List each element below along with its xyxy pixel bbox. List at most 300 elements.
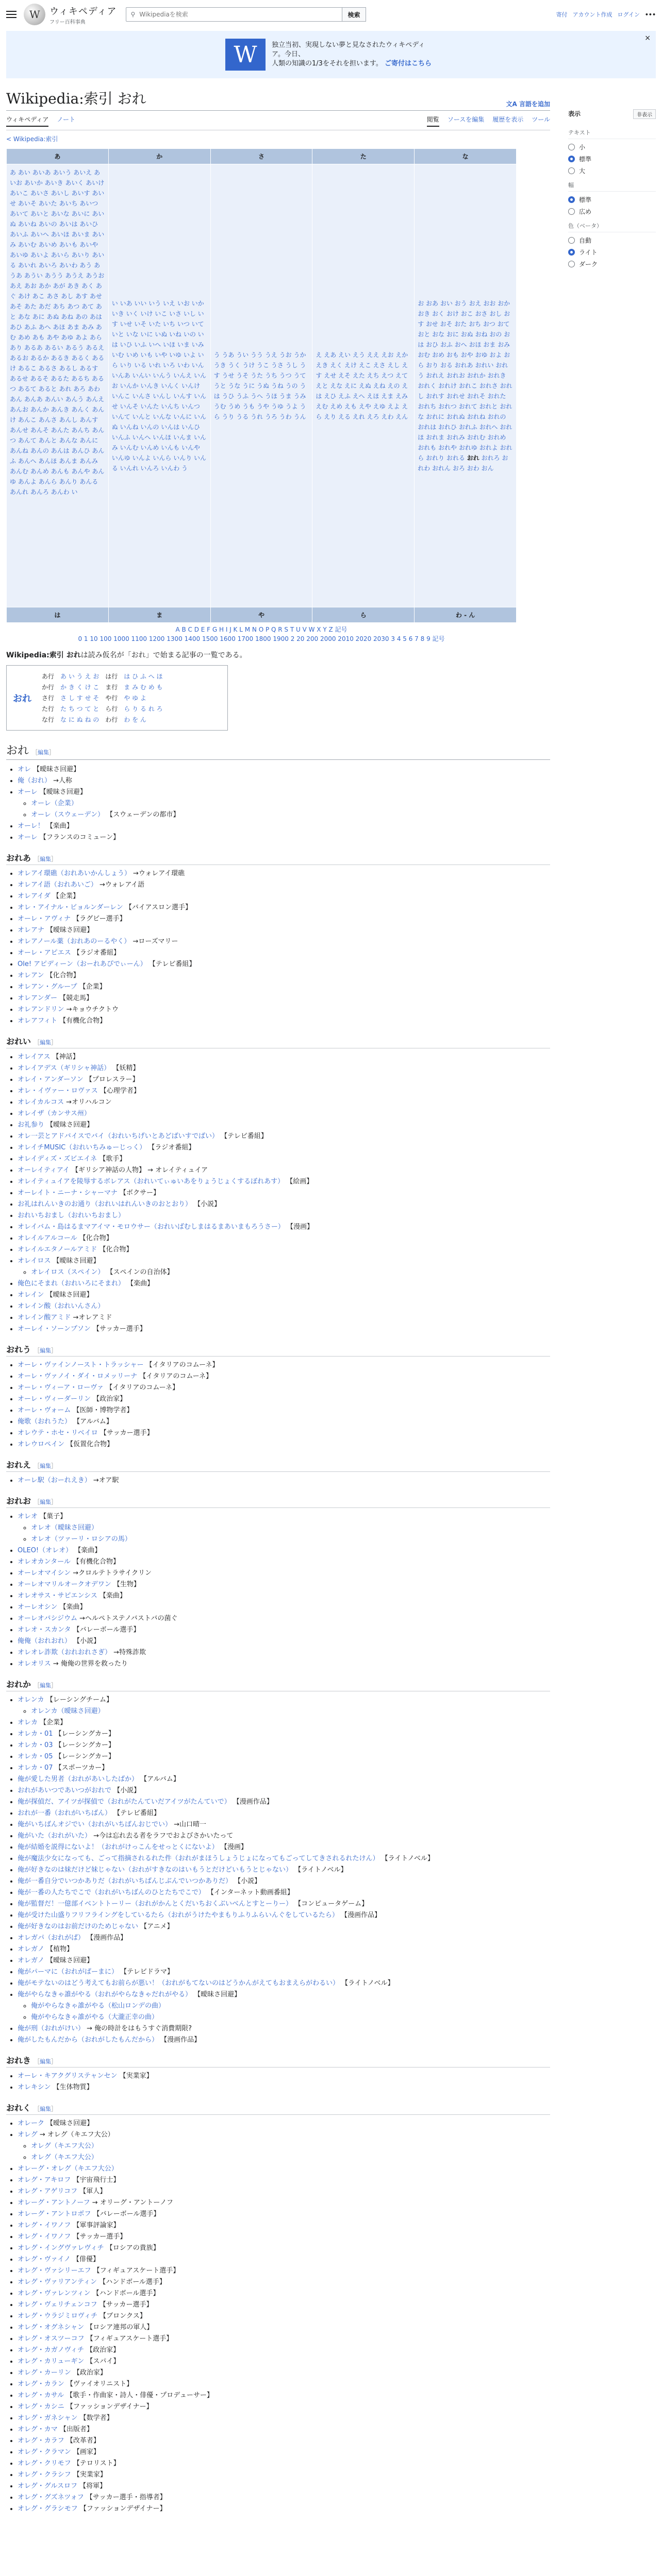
entry-link[interactable]: 俺がいた（おれがいた） xyxy=(18,1832,92,1840)
hide-button[interactable]: 非表示 xyxy=(633,109,656,119)
entry-link[interactable]: オレアノール薬（おれあのーるやく） xyxy=(18,938,131,945)
entry-link[interactable]: オレイアデス（ギリシャ神話） xyxy=(18,1064,111,1072)
entry-link[interactable]: オレグ・イワノフ xyxy=(18,2222,71,2229)
entry-item xyxy=(18,1416,550,1428)
index-header-ya[interactable]: や xyxy=(210,607,312,623)
entry-link[interactable]: OLEO!（オレオ） xyxy=(18,1547,73,1554)
section-title: おれお xyxy=(6,1496,31,1506)
entry-link[interactable]: オレオ（ツァーリ・ロシアの馬） xyxy=(31,1535,131,1543)
entry-link[interactable]: オレグ・カサル xyxy=(18,2392,64,2399)
tab-edit-source[interactable]: ソースを編集 xyxy=(447,116,485,123)
alpha-row[interactable]: A B C D E F G H I J K L M N O P Q R S T U V W X Y Z 記号 xyxy=(175,626,347,633)
entry-link[interactable]: オレ・アイナル・ビョルンダーレン xyxy=(18,904,123,911)
entry-link[interactable]: オレオレ詐欺（おれおれさぎ） xyxy=(18,1649,112,1656)
entry-link[interactable]: オレ一芸とアドバイスでバイ（おれいちげいとあどばいすでばい） xyxy=(18,1132,219,1140)
entry-link[interactable]: オレイルエタノールアミド xyxy=(18,1246,97,1253)
index-header-ka[interactable]: か xyxy=(108,149,210,164)
entry-link[interactable]: オレ・イヴァー・ロヴァス xyxy=(18,1087,98,1095)
entry-link[interactable]: オレウロペイン xyxy=(18,1440,65,1448)
entry-note: 【ラジオ番組】 xyxy=(71,949,120,957)
entry-note: 【小説】 xyxy=(232,1877,261,1885)
entry-note: 【有機化合物】 xyxy=(70,1558,120,1566)
index-header-wa[interactable]: わ - ん xyxy=(415,607,517,623)
entry-link[interactable]: オーレイティアイ xyxy=(18,1166,70,1174)
entry-link[interactable]: 俺がやらなきゃ誰がやる（大瀧正幸の曲） xyxy=(31,2013,159,2021)
entry-link[interactable]: オレンカ（曖昧さ回避） xyxy=(31,1707,105,1715)
entry-item xyxy=(18,1210,550,1222)
kana-row-label[interactable]: や行 xyxy=(105,694,118,702)
entry-link[interactable]: 俺（おれ） xyxy=(18,777,52,785)
section-edit-link[interactable]: ［ 編集 ］ xyxy=(34,1347,57,1354)
entry-link[interactable]: 俺がパーマに（おれがぱーまに） xyxy=(18,1968,119,1976)
appearance-option[interactable] xyxy=(568,194,656,206)
entry-link[interactable]: オーレ！ xyxy=(18,822,44,830)
entry-link[interactable]: オレガノ xyxy=(18,1957,45,1964)
page-description xyxy=(6,650,550,660)
entry-item xyxy=(18,1278,550,1290)
entry-link[interactable]: オレーグ・アントノーフ xyxy=(18,2199,90,2207)
entry-link[interactable]: オレグ・ガネシャン xyxy=(18,2414,78,2422)
entry-link[interactable]: オレウテ・ホセ・リベイロ xyxy=(18,1429,98,1437)
entry-link[interactable]: オーレオマリルオークオデワン xyxy=(18,1581,111,1588)
entry-link[interactable]: オレキシン xyxy=(18,2083,51,2091)
index-header-ra[interactable]: ら xyxy=(312,607,415,623)
entry-link[interactable]: オレオカンタール xyxy=(18,1558,71,1566)
close-icon[interactable]: × xyxy=(644,34,651,42)
kana-row xyxy=(39,703,166,714)
entry-link[interactable]: 俺がやらなきゃ誰がやる（松山ロンデの曲） xyxy=(31,2002,166,2010)
entry-item xyxy=(18,2345,550,2356)
entry-note: →山口晴一 xyxy=(172,1821,207,1828)
entry-link[interactable]: オーレ xyxy=(18,834,38,841)
entry-link[interactable]: オレグ・グラシモフ xyxy=(18,2505,78,2513)
entry-link[interactable]: オレグ・カリューギン xyxy=(18,2358,85,2365)
entry-item xyxy=(18,821,550,832)
index-col-na-post[interactable]: おれろ おれわ おれん おろ おわ おん xyxy=(418,454,508,472)
entry-link[interactable]: おれがあいつであいつがおれで xyxy=(18,1787,112,1794)
entry-link[interactable]: オレアン xyxy=(18,972,44,979)
entry-item xyxy=(18,1405,550,1416)
entry-note: →オリハルコン xyxy=(63,1098,112,1106)
entry-link[interactable]: お礼参り xyxy=(18,1121,45,1129)
entry-link[interactable]: オレオ（曖昧さ回避） xyxy=(31,1524,98,1532)
entry-note: 【サッカー選手・指導者】 xyxy=(84,2494,167,2501)
entry-link[interactable]: オーレ・ヴァインノースト・トラッシャー xyxy=(18,1361,144,1369)
kana-row-links[interactable]: ま み む め も xyxy=(124,684,163,691)
entry-item xyxy=(18,1647,550,1658)
entry-item xyxy=(18,981,550,993)
entry-link[interactable]: 俺が結婚を説得にないよ！（おれがけっこんをせっとくにないよ） xyxy=(18,1843,219,1851)
entry-link[interactable]: お礼はれんいきのお通り（おれいはれんいきのおとおり） xyxy=(18,1200,192,1208)
add-language-button[interactable] xyxy=(506,99,550,108)
index-header-ta[interactable]: た xyxy=(312,149,415,164)
index-col-ta[interactable]: え えあ えい えう ええ えお えか えき えく えけ えこ えさ えし えす えせ えそ えた えち えつ えて えと えな えに えぬ えね えの えは えひ えふ えへ えほ えま えみ えむ えめ えも えや えゆ えよ えら えり える えれ えろ えわ えん xyxy=(312,164,415,607)
breadcrumb-link[interactable]: < Wikipedia:索引 xyxy=(6,135,58,143)
tab-project-page[interactable]: ウィキペディア xyxy=(6,115,48,127)
entry-link[interactable]: オレグ・カーリン xyxy=(18,2369,71,2377)
entry-link[interactable]: オレオサス・サピエンシス xyxy=(18,1592,97,1600)
entry-link[interactable]: オレアイ環礁（おれあいかんしょう） xyxy=(18,870,131,877)
entry-note: 【イタリアのコムーネ】 xyxy=(143,1361,219,1369)
donate-link[interactable]: 寄付 xyxy=(556,11,568,18)
index-col-na-pre[interactable]: お おあ おい おう おえ おお おか おき おく おけ おこ おさ おし おす おせ おそ おた おち おつ おて おと おな おに おぬ おね おの おは おひ おふ おへ おほ おま おみ おむ おめ おも おや おゆ およ おら おり おる おれあ おれい おれう おれえ おれお おれか おれき おれく おれけ おれこ おれさ おれし おれす おれせ おれそ おれた おれち おれつ おれて おれと おれな おれに おれぬ おれね おれの おれは おれひ おれふ おれへ おれほ おれま おれみ おれむ おれめ おれも おれや おれゆ おれよ おれら おれり おれる xyxy=(418,299,512,462)
appearance-option[interactable] xyxy=(568,165,656,177)
entry-link[interactable]: オレカ・01 xyxy=(18,1730,53,1738)
entry-link[interactable]: オレグ・カラフ xyxy=(18,2437,64,2445)
kana-row-links[interactable]: な に ぬ ね の xyxy=(60,716,100,723)
entry-note: →ヘルペトステノバストバの菌ぐ xyxy=(77,1615,178,1622)
entry-item xyxy=(18,2492,550,2503)
entry-link[interactable]: 俺が一番の人たちでこで（おれがいちばんのひとたちでこで） xyxy=(18,1889,205,1896)
kana-row-links[interactable]: は ひ ふ へ ほ xyxy=(124,673,163,680)
appearance-option[interactable] xyxy=(568,234,656,246)
entry-link[interactable]: オレイ・アンダーソン xyxy=(18,1076,84,1083)
entry-note: 【サッカー選手】 xyxy=(71,2233,127,2241)
appearance-option-label: 小 xyxy=(579,144,586,151)
entry-note: 【漫画】 xyxy=(218,1843,247,1851)
index-header-a[interactable]: あ xyxy=(7,149,109,164)
kana-row-label[interactable]: ら行 xyxy=(105,705,118,713)
entry-link[interactable]: オレイティュイアを陵辱するボレアス（おれいてぃゅいあをりょうじょくするぼれあす） xyxy=(18,1178,285,1185)
entry-item xyxy=(18,2458,550,2469)
entry-item xyxy=(18,2277,550,2288)
search-input[interactable] xyxy=(138,10,338,19)
entry-note: 【企業】 xyxy=(50,892,79,900)
entry-item xyxy=(18,2023,550,2035)
entry-item xyxy=(18,2424,550,2435)
entry-link[interactable]: オーレ駅（おーれえき） xyxy=(18,1477,91,1484)
entry-link[interactable]: オレカ・03 xyxy=(18,1741,53,1749)
entry-link[interactable]: オレグ・カマ xyxy=(18,2426,58,2433)
entry-link[interactable]: オーレ・ヴィーダーリン xyxy=(18,1395,91,1403)
radio-button[interactable] xyxy=(568,156,575,162)
radio-button[interactable] xyxy=(568,196,575,203)
entry-link[interactable]: 俺が魔法少女になっても、ごって指摘されるれた件（おれがまほうしょうじょになってもごってしてきされるれたけん） xyxy=(18,1855,379,1862)
kana-row xyxy=(39,714,166,725)
entry-link[interactable]: オレグ・ウラジミロヴィチ xyxy=(18,2312,97,2320)
kana-row-label[interactable]: か行 xyxy=(42,684,55,691)
kana-row-label[interactable]: さ行 xyxy=(42,694,55,702)
entry-link[interactable]: オレガノ xyxy=(18,1945,45,1953)
index-header-sa[interactable]: さ xyxy=(210,149,312,164)
entry-link[interactable]: オレアイ語（おれあいご） xyxy=(18,881,97,889)
kana-table xyxy=(39,671,166,725)
entry-link[interactable]: オレイロス xyxy=(18,1257,51,1265)
entry-note: →今は忘れ去る者をラフでおよびさかいたって xyxy=(91,1832,234,1840)
entry-note: → オレグ（キエフ大公） xyxy=(37,2131,114,2139)
kana-row-links[interactable]: あ い う え お xyxy=(60,673,100,680)
entry-link[interactable]: 俺俺（おれおれ） xyxy=(18,1637,72,1645)
entry-link[interactable]: オレイチMUSIC（おれいちみゅーじっく） xyxy=(18,1144,146,1151)
entry-note: 【ファッションデザイナー】 xyxy=(64,2403,153,2411)
entry-link[interactable]: オレーク xyxy=(18,2120,45,2127)
appearance-header xyxy=(568,109,656,119)
entry-link[interactable]: オレアンダー xyxy=(18,994,57,1002)
tab-history[interactable]: 履歴を表示 xyxy=(492,116,524,123)
entry-link[interactable]: オレアフィト xyxy=(18,1017,57,1025)
entry-link[interactable]: オーレ xyxy=(18,788,38,796)
entry-link[interactable]: 俺が探偵だ、アイツが探偵で（おれがたんていだアイツがたんていで） xyxy=(18,1798,231,1806)
radio-button[interactable] xyxy=(568,249,575,256)
tab-talk[interactable]: ノート xyxy=(57,116,75,123)
entry-link[interactable]: オーレ・キアクグリステャンセン xyxy=(18,2072,118,2080)
entry-link[interactable]: 俺が刑（おれがけい） xyxy=(18,2025,85,2032)
entry-link[interactable]: オレオ xyxy=(18,1513,38,1520)
entry-link[interactable]: オレオ・スカンタ xyxy=(18,1626,71,1634)
more-options-icon[interactable]: ••• xyxy=(644,11,656,18)
entry-link[interactable]: オレグ・クリモフ xyxy=(18,2460,71,2467)
entry-link[interactable]: おれいちおまし（おれいちおまし） xyxy=(18,1212,125,1219)
section-edit-link[interactable]: ［ 編集 ］ xyxy=(34,2106,57,2112)
entry-link[interactable]: オーレ・ヴィーア・ローヴァ xyxy=(18,1384,104,1392)
entry-link[interactable]: 俺がいちばんオジでい（おれがいちばんおじでい） xyxy=(18,1821,172,1828)
create-account-link[interactable]: アカウント作成 xyxy=(572,11,613,18)
entry-link[interactable]: オレグ・クラマン xyxy=(18,2448,71,2456)
index-col-sa[interactable]: う うあ うい うう うえ うお うか うき うく うけ うこ うさ うし うす うせ うそ うた うち うつ うて うと うな うに うぬ うね うの うは うひ うふ うへ うほ うま うみ うむ うめ うも うや うゆ うよ うら うり うる うれ うろ うわ うん xyxy=(210,164,312,607)
entry-note: 【スパイ】 xyxy=(84,2358,120,2365)
entry-item xyxy=(18,913,550,925)
entry-link[interactable]: 俺が好きなのは妹だけど妹じゃない（おれがすきなのはいもうとだけどいもうとじゃない） xyxy=(18,1866,293,1874)
entry-link[interactable]: オレグ・クラシフ xyxy=(18,2471,71,2479)
entry-link[interactable]: オーレ（企業） xyxy=(31,800,78,807)
entry-link[interactable]: オレイディズ・ズビエイネ xyxy=(18,1155,97,1163)
globe-icon xyxy=(24,4,45,25)
entry-link[interactable]: オレイン酸アミド xyxy=(18,1314,71,1321)
banner-text xyxy=(272,41,437,69)
entry-link[interactable]: オーレ・アピエス xyxy=(18,949,71,957)
entry-link[interactable]: 俺が好きなのはお前だけのためじゃない xyxy=(18,1923,139,1930)
kana-row-label[interactable]: た行 xyxy=(42,705,55,713)
entry-note: 【神話】 xyxy=(50,1053,79,1061)
entry-link[interactable]: オレカ・05 xyxy=(18,1753,53,1760)
entry-item xyxy=(18,1063,550,1074)
entry-link[interactable]: オレーグ・オレグ（キエフ大公） xyxy=(18,2165,118,2173)
entry-link[interactable]: オレンカ xyxy=(18,1696,44,1704)
entry-link[interactable]: オレグ・ヴァリアンティン xyxy=(18,2278,97,2286)
login-link[interactable]: ログイン xyxy=(617,11,640,18)
entry-sublist xyxy=(18,1522,550,1545)
tab-tools[interactable]: ツール xyxy=(532,116,550,123)
index-header-ma[interactable]: ま xyxy=(108,607,210,623)
kana-row-links[interactable]: ら り る れ ろ xyxy=(124,705,163,713)
entry-note: 【スポーツカー】 xyxy=(53,1764,109,1772)
entry-link[interactable]: オレオリス xyxy=(18,1660,51,1668)
entry-link[interactable]: 俺が監督だ！一億部イベントトーリー（おれがかんとくだいちおくぶいべんとすとーりー） xyxy=(18,1900,293,1908)
kana-row-label[interactable]: は行 xyxy=(105,673,118,680)
entry-link[interactable]: オレグ・カラン xyxy=(18,2380,64,2388)
entry-link[interactable]: オレグ・カシニ xyxy=(18,2403,64,2411)
entry-link[interactable]: オレ xyxy=(18,766,31,773)
entry-link[interactable]: オーレイト・ニーナ・シャーマナ xyxy=(18,1189,118,1197)
section-title: おれい xyxy=(6,1037,31,1046)
entry-link[interactable]: オーレ・アヴィナ xyxy=(18,915,71,923)
sections-container xyxy=(6,742,550,2515)
entry-link[interactable]: オレグ・アキロフ xyxy=(18,2176,71,2184)
entry-note: 【レーシングカー】 xyxy=(53,1741,115,1749)
entry-sublist xyxy=(18,2001,550,2023)
entry-link[interactable]: オレアナ xyxy=(18,926,45,934)
entry-note: → オリーグ・アントーノフ xyxy=(90,2199,174,2207)
section-edit-link[interactable]: ［ 編集 ］ xyxy=(34,1499,57,1505)
appearance-option[interactable] xyxy=(568,258,656,270)
entry-link[interactable]: おれが一番（おれがいちばん） xyxy=(18,1809,112,1817)
entry-note: →ローズマリー xyxy=(130,938,178,945)
radio-button[interactable] xyxy=(568,167,575,174)
entry-note: 【アルバム】 xyxy=(71,1418,113,1426)
entry-link[interactable]: オレグ・ヴァイノ xyxy=(18,2256,71,2263)
entry-link[interactable]: 俺が愛した男者（おれがあいしたばか） xyxy=(18,1775,139,1783)
kana-row-links[interactable]: さ し す せ そ xyxy=(60,694,100,702)
section-edit-link[interactable]: ［ 編集 ］ xyxy=(32,749,55,756)
entry-link[interactable]: オレグ・オスツーコフ xyxy=(18,2335,85,2343)
entry-item xyxy=(18,1944,550,1955)
entry-note: 【スペインの自治体】 xyxy=(104,1268,174,1276)
entry-link[interactable]: 俺歌（おれうた） xyxy=(18,1418,72,1426)
kana-row-label[interactable]: あ行 xyxy=(42,673,55,680)
entry-link[interactable]: オレイン xyxy=(18,1291,44,1299)
main-menu-icon[interactable] xyxy=(6,11,16,18)
index-header-ha[interactable]: は xyxy=(7,607,109,623)
entry-link[interactable]: オレイカルコス xyxy=(18,1098,64,1106)
appearance-option[interactable] xyxy=(568,141,656,153)
entry-link[interactable]: オレイバム・島はるまマアイマ・モロウサー（おれいばむしまはるまあいまもろうさー） xyxy=(18,1223,285,1231)
entry-item xyxy=(18,947,550,959)
entry-item xyxy=(18,2129,550,2163)
entry-link[interactable]: オレグ・グルスロフ xyxy=(18,2482,77,2490)
entry-link[interactable]: オレアイダ xyxy=(18,892,51,900)
entry-link[interactable]: 俺色にそまれ（おれいろにそまれ） xyxy=(18,1280,125,1287)
banner-cta-link[interactable]: ご寄付はこちら xyxy=(385,60,432,67)
section-heading xyxy=(6,1678,550,1691)
entry-note: 【曖昧さ回避】 xyxy=(44,1291,93,1299)
main-content xyxy=(6,78,550,2515)
radio-button[interactable] xyxy=(568,237,575,244)
entry-item xyxy=(18,1188,550,1199)
entry-link[interactable]: オレイザ（カンサス州） xyxy=(18,1110,91,1117)
entry-link[interactable]: オーレオマイシン xyxy=(18,1569,71,1577)
appearance-option[interactable] xyxy=(568,206,656,217)
kana-row-label[interactable]: ま行 xyxy=(105,684,118,691)
section-title: おれえ xyxy=(6,1460,31,1470)
wikipedia-logo[interactable] xyxy=(24,4,117,25)
entry-link[interactable]: オレアンドリン xyxy=(18,1006,64,1013)
entry-item xyxy=(31,1522,550,1534)
entry-link[interactable]: オレグ・グズネツォフ xyxy=(18,2494,84,2501)
index-header-na[interactable]: な xyxy=(415,149,517,164)
entry-link[interactable]: オレグ・ヴェリチェンコフ xyxy=(18,2301,97,2309)
search-field[interactable] xyxy=(126,7,342,22)
entry-note: 【ヴァイオリニスト】 xyxy=(64,2380,134,2388)
entry-link[interactable]: オーレ・ヴォーム xyxy=(18,1406,71,1414)
entry-link[interactable]: オレーグ・アントロポフ xyxy=(18,2210,91,2218)
entry-link[interactable]: オレアン・グループ xyxy=(18,983,77,991)
radio-button[interactable] xyxy=(568,208,575,215)
entry-link[interactable]: オレグ・アゲリコフ xyxy=(18,2188,78,2195)
section-edit-link[interactable]: ［ 編集 ］ xyxy=(34,856,57,862)
entry-link[interactable]: 俺がしたもんだから（おれがしたもんだから） xyxy=(18,2036,159,2044)
entry-link[interactable]: オーレオシン xyxy=(18,1603,58,1611)
entry-link[interactable]: オレグ・イワノフ xyxy=(18,2233,71,2241)
kana-row-links[interactable]: や ゆ よ xyxy=(124,694,146,702)
appearance-option-label: 広め xyxy=(579,208,592,215)
entry-item xyxy=(18,1989,550,2023)
appearance-option[interactable] xyxy=(568,153,656,165)
entry-note: 【楽曲】 xyxy=(72,1547,102,1554)
kana-row-label[interactable]: な行 xyxy=(42,716,55,723)
entry-link[interactable]: オレグ・ヴァレンツィン xyxy=(18,2290,91,2297)
index-col-na[interactable] xyxy=(415,164,517,607)
entry-note: 【レーシングカー】 xyxy=(53,1753,115,1760)
entry-note: → 俺俺の世界を救ったり xyxy=(51,1660,128,1668)
entry-note: 【曖昧さ回避】 xyxy=(44,1957,94,1964)
radio-button[interactable] xyxy=(568,144,575,150)
section-edit-link[interactable]: ［ 編集 ］ xyxy=(34,2058,57,2065)
entry-note: 【楽曲】 xyxy=(57,1603,87,1611)
entry-note: 【出版者】 xyxy=(57,2426,93,2433)
section-heading xyxy=(6,2054,550,2067)
appearance-group-label: 幅 xyxy=(568,177,656,192)
entry-link[interactable]: オレカ・07 xyxy=(18,1764,53,1772)
entry-link[interactable]: オレグ・イングヴァレヴィチ xyxy=(18,2244,104,2252)
entry-link[interactable]: Ole! アピディーン（おーれあぴでぃーん） xyxy=(18,960,147,968)
section-edit-link[interactable]: ［ 編集 ］ xyxy=(34,1682,57,1689)
entry-link[interactable]: オレガパ（おれがぱ） xyxy=(18,1934,85,1942)
kana-row-label[interactable]: わ行 xyxy=(105,716,118,723)
entry-note: 【アニメ】 xyxy=(138,1923,174,1930)
entry-link[interactable]: オレグ・ヴァシリーエフ xyxy=(18,2267,91,2275)
appearance-option[interactable] xyxy=(568,246,656,258)
radio-button[interactable] xyxy=(568,261,575,267)
entry-link[interactable]: オレイアス xyxy=(18,1053,51,1061)
entry-item xyxy=(31,2152,550,2163)
entry-item xyxy=(18,1475,550,1486)
entry-item xyxy=(18,2333,550,2345)
entry-item xyxy=(18,1740,550,1751)
tab-read[interactable]: 閲覧 xyxy=(427,115,439,127)
entry-list xyxy=(6,764,550,843)
index-col-ka[interactable]: い いあ いい いう いえ いお いか いき いく いけ いこ いさ いし いす いせ いそ いた いち いつ いて いと いな いに いぬ いね いの いは いひ いふ いへ いほ いま いみ いむ いめ いも いや いゆ いよ いら いり いる いれ いろ いわ いん いんあ いんい いんう いんえ いんお いんか いんき いんく いんけ いんこ いんさ いんし いんす いんせ いんそ いんた いんち いんつ いんて いんと いんな いんに いんぬ いんね いんの いんは いんひ いんふ いんへ いんほ いんま いんみ いんむ いんめ いんも いんや いんゆ いんよ いんら いんり いんる いんれ いんろ いんわ う xyxy=(108,164,210,607)
index-col-a[interactable]: あ あい あいあ あいう あいえ あいお あいか あいき あいく あいけ あいこ あいさ あいし あいす あいせ あいそ あいた あいち あいつ あいて あいと あいな あいに あいぬ あいね あいの あいは あいひ あいふ あいへ あいほ あいま あいみ あいむ あいめ あいも あいや あいゆ あいよ あいら あいり あいる あいれ あいろ あいわ あう あうあ あうい あうう あうえ あうお あえ あお あか あが あき あく あぐ あけ あこ あさ あし あす あせ あそ あた あだ あち あつ あて あと あな あに あぬ あね あの あは あひ あふ あへ あほ あま あみ あむ あめ あも あや あゆ あよ あら あり あるあ あるい あるう あるえ あるお あるか あるき あるく あるけ あるこ あるさ あるし あるす あるせ あるそ あるた あるち あるつ あるて あると あれ あろ あわ あん あんあ あんい あんう あんえ あんお あんか あんき あんく あんけ あんこ あんさ あんし あんす あんせ あんそ あんた あんち あんつ あんて あんと あんな あんに あんね あんの あんは あんひ あんふ あんへ あんほ あんま あんみ あんむ あんめ あんも あんや あんゆ あんよ あんら あんり あんる あんれ あんろ あんわ い xyxy=(7,164,109,607)
kana-row-links[interactable]: わ を ん xyxy=(124,716,146,723)
entry-link[interactable]: 俺がやらなきゃ誰がやる（おれがやらなきゃだれがやる） xyxy=(18,1991,192,1998)
entry-note: 【フランスのコミューン】 xyxy=(37,834,120,841)
kana-row-links[interactable]: た ち つ て と xyxy=(60,705,100,713)
entry-link[interactable]: 俺がモテないのはどう考えてもお前らが悪い！（おれがもてないのはどうかんがえてもおまえらがわるい） xyxy=(18,1979,340,1987)
entry-link[interactable]: オレイン酸（おれいんさん） xyxy=(18,1302,105,1310)
search-button[interactable]: 検索 xyxy=(342,7,366,22)
entry-link[interactable]: オーレイ・ソーンプソン xyxy=(18,1325,91,1333)
entry-link[interactable]: 俺が一番自分でいつかありだ（おれがいちばんじぶんでいつかありだ） xyxy=(18,1877,233,1885)
kana-row-links[interactable]: か き く け こ xyxy=(60,684,100,691)
entry-link[interactable]: オレイルアルコール xyxy=(18,1234,77,1242)
entry-link[interactable]: オレグ（キエフ大公） xyxy=(31,2142,98,2150)
entry-link[interactable]: オレグ（キエフ大公） xyxy=(31,2154,98,2161)
entry-link[interactable]: オーレ・ヴァノイ・ダイ・ロメッリーナ xyxy=(18,1372,138,1380)
entry-link[interactable]: オレカ xyxy=(18,1719,38,1726)
entry-link[interactable]: オレグ xyxy=(18,2131,38,2139)
entry-link[interactable]: オーレ（スウェーデン） xyxy=(31,811,104,819)
entry-link[interactable]: オレイロス（スペイン） xyxy=(31,1268,105,1276)
entry-link[interactable]: オレグ・オグネシャン xyxy=(18,2324,85,2331)
appearance-groups xyxy=(568,124,656,270)
num-row[interactable]: 0 1 10 100 1000 1100 1200 1300 1400 1500 1600 1700 1800 1900 2 20 200 2000 2010 2020 2030 3 4 5 6 7 8 9 記号 xyxy=(78,635,445,642)
section-edit-link[interactable]: ［ 編集 ］ xyxy=(34,1039,57,1046)
entry-link[interactable]: オーレオバシジウム xyxy=(18,1615,78,1622)
section-edit-link[interactable]: ［ 編集 ］ xyxy=(34,1463,57,1469)
entry-link[interactable]: オレグ・カガノヴィチ xyxy=(18,2346,84,2354)
entry-note: 【ライトノベル】 xyxy=(339,1979,394,1987)
entry-link[interactable]: 俺が受けた山盛りフリフライングをしているたら（おれがうけたやまもりふりふらいんぐをしているたら） xyxy=(18,1911,339,1919)
